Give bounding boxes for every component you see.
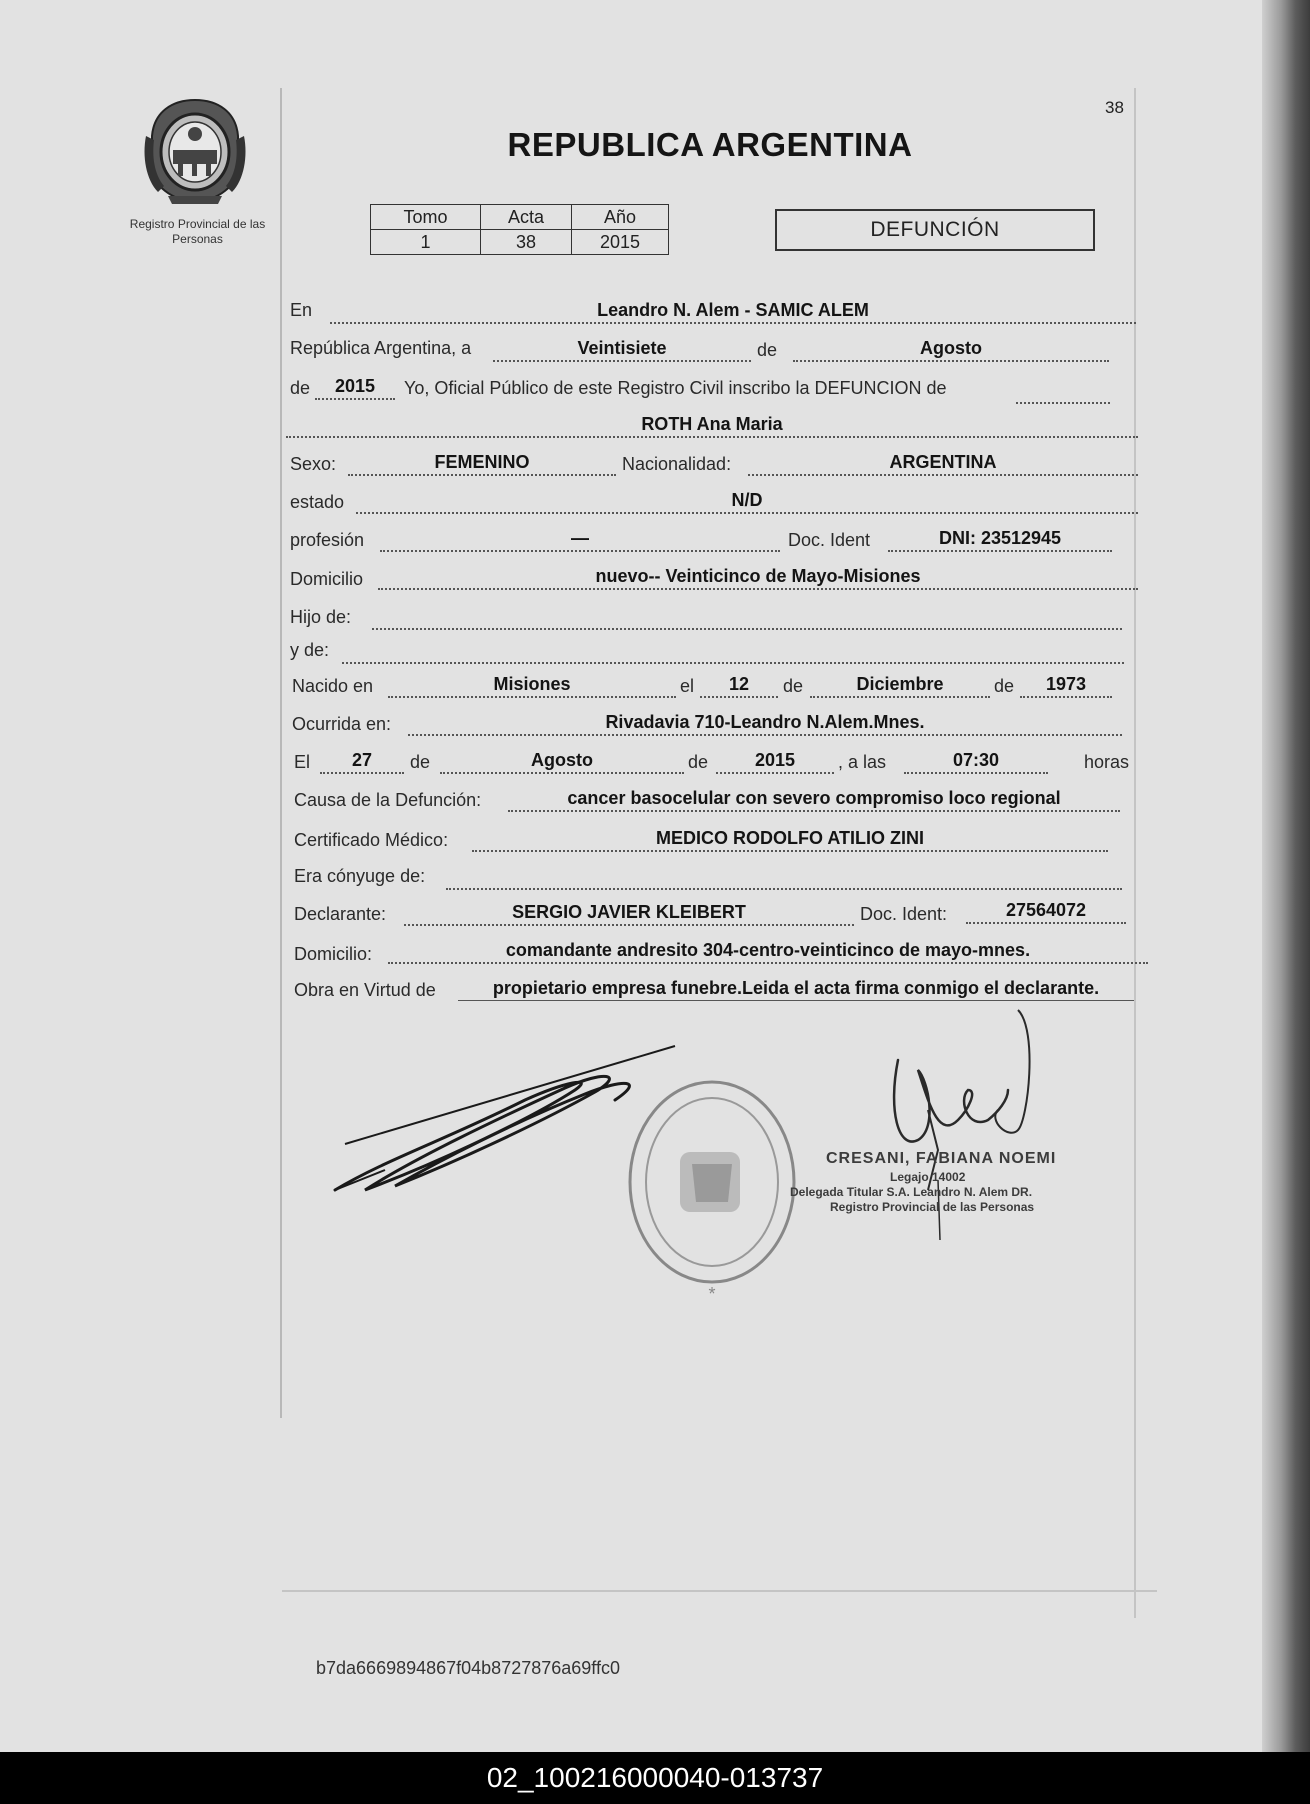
field-sexo: FEMENINO: [348, 450, 616, 476]
field-profesion: —: [380, 526, 780, 552]
label-domicilio-2: Domicilio:: [294, 944, 373, 964]
dotted-line: [1016, 378, 1110, 404]
table-cell: 38: [481, 230, 572, 255]
label-el-upper: El: [294, 752, 311, 772]
dotted-line: [372, 604, 1122, 630]
svg-text:*: *: [708, 1284, 716, 1304]
official-name: CRESANI, FABIANA NOEMI: [826, 1150, 1057, 1167]
field-hora: 07:30: [904, 748, 1048, 774]
field-declarante-doc: 27564072: [966, 898, 1126, 924]
field-defuncion-anio: 2015: [716, 748, 834, 774]
field-dia-texto: Veintisiete: [493, 336, 751, 362]
registro-provincial-label: Registro Provincial de las Personas: [129, 217, 266, 246]
field-domicilio: nuevo-- Veinticinco de Mayo-Misiones: [378, 564, 1138, 590]
label-nacido-en: Nacido en: [292, 676, 374, 696]
table-cell: 1: [371, 230, 481, 255]
label-domicilio: Domicilio: [290, 569, 364, 589]
page-title: REPUBLICA ARGENTINA: [507, 126, 913, 163]
label-estado: estado: [290, 492, 345, 512]
label-obra-en-virtud: Obra en Virtud de: [294, 980, 436, 1000]
field-lugar: Leandro N. Alem - SAMIC ALEM: [330, 298, 1136, 324]
table-header-cell: Acta: [481, 205, 572, 230]
field-dni: DNI: 23512945: [888, 526, 1112, 552]
label-y-de: y de:: [290, 640, 330, 660]
official-legajo: Legajo 14002: [890, 1170, 966, 1184]
field-declarante-domicilio: comandante andresito 304-centro-veinticinco de mayo-mnes.: [388, 938, 1148, 964]
field-nacido-mes: Diciembre: [810, 672, 990, 698]
left-margin-line: [280, 88, 282, 1418]
label-en: En: [290, 300, 313, 320]
official-cargo: Delegada Titular S.A. Leandro N. Alem DR.: [790, 1185, 1033, 1199]
label-republica: República Argentina, a: [290, 338, 472, 358]
field-nacido-en: Misiones: [388, 672, 676, 698]
field-certificado: MEDICO RODOLFO ATILIO ZINI: [472, 826, 1108, 852]
table-cell: 2015: [572, 230, 669, 255]
tomo-acta-anio-table: [370, 204, 669, 255]
label-conyuge: Era cónyuge de:: [294, 866, 426, 886]
field-causa: cancer basocelular con severo compromiso loco regional: [508, 786, 1120, 812]
page-number: 38: [1105, 98, 1124, 117]
label-doc-ident: Doc. Ident: [788, 530, 871, 550]
bottom-margin-line: [282, 1590, 1157, 1592]
label-de: de: [688, 752, 709, 772]
label-hijo-de: Hijo de:: [290, 607, 352, 627]
label-certificado: Certificado Médico:: [294, 830, 449, 850]
label-nacionalidad: Nacionalidad:: [622, 454, 732, 474]
document-hash: b7da6669894867f04b8727876a69ffc0: [316, 1658, 620, 1678]
label-declarante: Declarante:: [294, 904, 387, 924]
label-yo-oficial: Yo, Oficial Público de este Registro Civil inscribo la DEFUNCION de: [404, 378, 947, 398]
label-de: de: [757, 340, 778, 360]
document-type-box: DEFUNCIÓN: [775, 209, 1095, 251]
field-obra-en-virtud: propietario empresa funebre.Leida el acta firma conmigo el declarante.: [458, 976, 1134, 1001]
official-stamp-text: [790, 1150, 1110, 1214]
table-header-cell: Año: [572, 205, 669, 230]
label-horas: horas: [1084, 752, 1130, 772]
label-profesion: profesión: [290, 530, 365, 550]
field-nombre: ROTH Ana Maria: [286, 412, 1138, 438]
field-nacido-dia: 12: [700, 672, 778, 698]
label-de: de: [410, 752, 431, 772]
provincia-misiones-emblem-icon: [140, 96, 250, 206]
field-defuncion-mes: Agosto: [440, 748, 684, 774]
scan-id-bar: 02_100216000040-013737: [0, 1752, 1310, 1804]
field-declarante: SERGIO JAVIER KLEIBERT: [404, 900, 854, 926]
registro-seal-stamp-icon: [622, 1072, 802, 1312]
label-a-las: , a las: [838, 752, 887, 772]
scan-edge-shadow: [1262, 0, 1310, 1752]
field-estado: N/D: [356, 488, 1138, 514]
dotted-line: [446, 864, 1122, 890]
table-row: [371, 230, 669, 255]
label-sexo: Sexo:: [290, 454, 337, 474]
label-causa: Causa de la Defunción:: [294, 790, 482, 810]
label-el: el: [680, 676, 695, 696]
official-registro: Registro Provincial de las Personas: [830, 1200, 1035, 1214]
label-de: de: [290, 378, 311, 398]
label-de: de: [994, 676, 1015, 696]
field-nacionalidad: ARGENTINA: [748, 450, 1138, 476]
field-ocurrida-en: Rivadavia 710-Leandro N.Alem.Mnes.: [408, 710, 1122, 736]
label-de: de: [783, 676, 804, 696]
table-header-cell: Tomo: [371, 205, 481, 230]
label-ocurrida-en: Ocurrida en:: [292, 714, 392, 734]
dotted-line: [342, 638, 1124, 664]
field-anio: 2015: [315, 374, 395, 400]
field-mes: Agosto: [793, 336, 1109, 362]
label-doc-ident-2: Doc. Ident:: [860, 904, 948, 924]
field-nacido-anio: 1973: [1020, 672, 1112, 698]
table-header-row: [371, 205, 669, 230]
field-defuncion-dia: 27: [320, 748, 404, 774]
